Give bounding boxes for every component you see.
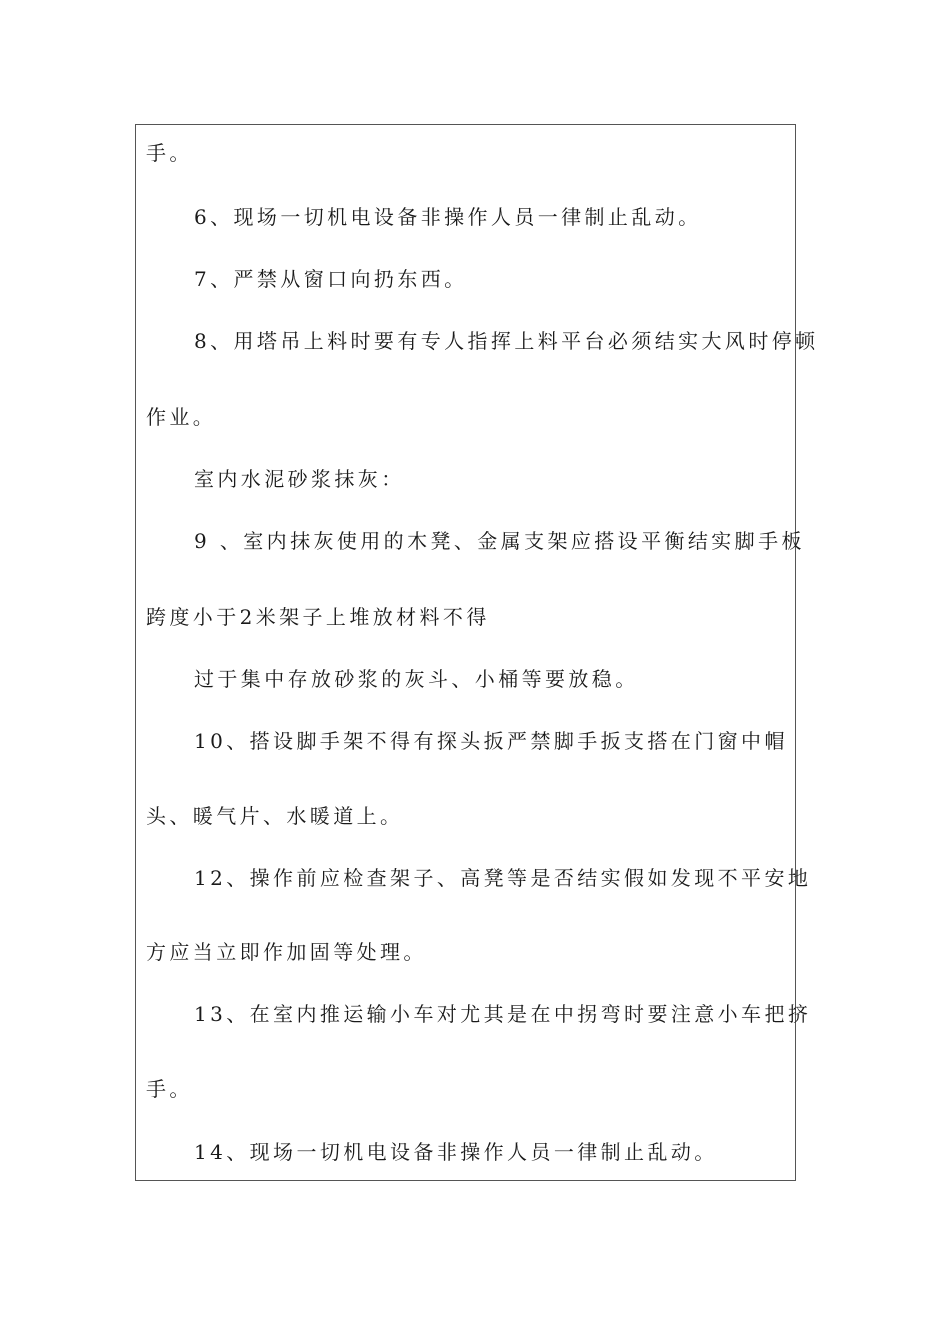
text-line: 6、现场一切机电设备非操作人员一律制止乱动。 (194, 205, 702, 229)
text-line: 13、在室内推运输小车对尤其是在中拐弯时要注意小车把挤 (194, 1002, 812, 1026)
text-line: 9 、室内抹灰使用的木凳、金属支架应搭设平衡结实脚手板 (194, 529, 805, 553)
text-line: 手。 (146, 1077, 193, 1101)
text-line: 7、严禁从窗口向扔东西。 (194, 267, 468, 291)
text-line: 方应当立即作加固等处理。 (146, 940, 427, 964)
text-line: 8、用塔吊上料时要有专人指挥上料平台必须结实大风时停顿 (194, 329, 819, 353)
text-line: 过于集中存放砂浆的灰斗、小桶等要放稳。 (194, 667, 639, 691)
section-heading: 室内水泥砂浆抹灰： (194, 467, 405, 491)
text-line: 10、搭设脚手架不得有探头扳严禁脚手扳支搭在门窗中帽 (194, 729, 788, 753)
text-line: 手。 (146, 141, 193, 165)
text-line: 跨度小于2米架子上堆放材料不得 (146, 605, 490, 629)
text-line: 作业。 (146, 405, 217, 429)
document-frame (135, 124, 819, 1181)
text-line: 12、操作前应检查架子、高凳等是否结实假如发现不平安地 (194, 866, 812, 890)
text-line: 14、现场一切机电设备非操作人员一律制止乱动。 (194, 1140, 718, 1164)
text-line: 头、暖气片、水暖道上。 (146, 804, 404, 828)
